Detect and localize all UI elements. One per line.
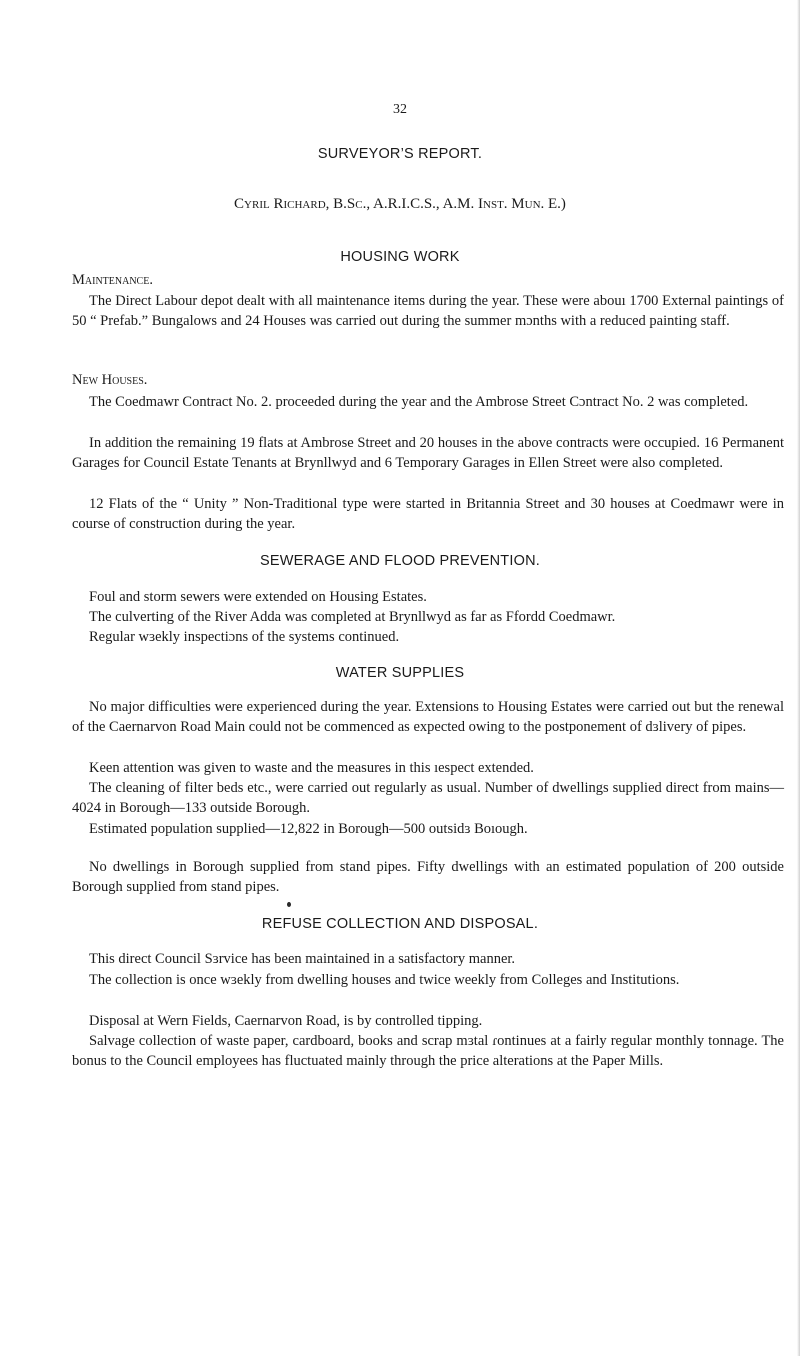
page-number: 32	[393, 102, 407, 117]
paragraph-refuse-3: Disposal at Wern Fields, Caernarvon Road, is by controlled tipping.	[89, 1013, 483, 1029]
paragraph-sewerage-2: The culverting of the River Adda was completed at Brynllwyd as far as Ffordd Coedmawr.	[89, 609, 616, 625]
paragraph-new-houses-1: The Coedmawr Contract No. 2. proceeded during the year and the Ambrose Street Cɔntract No. 2 was completed.	[89, 394, 749, 410]
paragraph-water-3: The cleaning of filter beds etc., were carried out regularly as usual. Number of dwellings supplied direct from mains—4024 in Borough—133 outside Borough.	[72, 780, 784, 817]
report-title: SURVEYOR’S REPORT.	[317, 146, 483, 162]
paragraph-refuse-1: This direct Council Sɜrvice has been maintained in a satisfactory manner.	[89, 951, 516, 967]
section-heading-housing: HOUSING WORK	[340, 249, 460, 265]
ink-speck	[287, 902, 291, 907]
paragraph-water-1: No major difficulties were experienced during the year. Extensions to Housing Estates were carried out but the renewal of the Caernarvon Road Main could not be commenced as expected owing to the postponement of dɜlivery of pipes.	[72, 699, 784, 736]
paragraph-refuse-4: Salvage collection of waste paper, cardboard, books and scrap mɜtal ɾontinues at a fairly regular monthly tonnage. The bonus to the Council employees has fluctuated mainly through the price alterations at the Paper Mills.	[72, 1033, 784, 1070]
section-heading-sewerage: SEWERAGE AND FLOOD PREVENTION.	[260, 553, 540, 569]
subhead-new-houses: New Houses.	[72, 372, 148, 388]
paragraph-maintenance: The Direct Labour depot dealt with all maintenance items during the year. These were abouı 1700 External paintings of 50 “ Prefab.” Bungalows and 24 Houses was carried out during the summer mɔnths with a reduced painting staff.	[72, 293, 784, 330]
paragraph-new-houses-2: In addition the remaining 19 flats at Ambrose Street and 20 houses in the above contracts were occupied. 16 Permanent Garages for Council Estate Tenants at Brynllwyd and 6 Temporary Garages in Ellen Street were also completed.	[72, 435, 784, 472]
paragraph-refuse-2: The collection is once wɜekly from dwelling houses and twice weekly from Colleges and Institutions.	[89, 972, 680, 988]
paragraph-sewerage-1: Foul and storm sewers were extended on Housing Estates.	[89, 589, 427, 605]
paragraph-water-4: Estimated population supplied—12,822 in Borough—500 outsidɜ Boıough.	[89, 821, 528, 837]
author-line: Cyril Richard, B.Sc., A.R.I.C.S., A.M. Inst. Mun. E.)	[234, 196, 566, 212]
paragraph-water-2: Keen attention was given to waste and the measures in this ıespect extended.	[89, 760, 534, 776]
paragraph-water-5: No dwellings in Borough supplied from stand pipes. Fifty dwellings with an estimated population of 200 outside Borough supplied from stand pipes.	[72, 859, 784, 896]
section-heading-water: WATER SUPPLIES	[335, 665, 465, 681]
section-heading-refuse: REFUSE COLLECTION AND DISPOSAL.	[261, 916, 539, 932]
subhead-maintenance: Maintenance.	[72, 272, 153, 288]
paragraph-new-houses-3: 12 Flats of the “ Unity ” Non-Traditional type were started in Britannia Street and 30 houses at Coedmawr were in course of construction during the year.	[72, 496, 784, 533]
paragraph-sewerage-3: Regular wɜekly inspectiɔns of the systems continued.	[89, 629, 400, 645]
